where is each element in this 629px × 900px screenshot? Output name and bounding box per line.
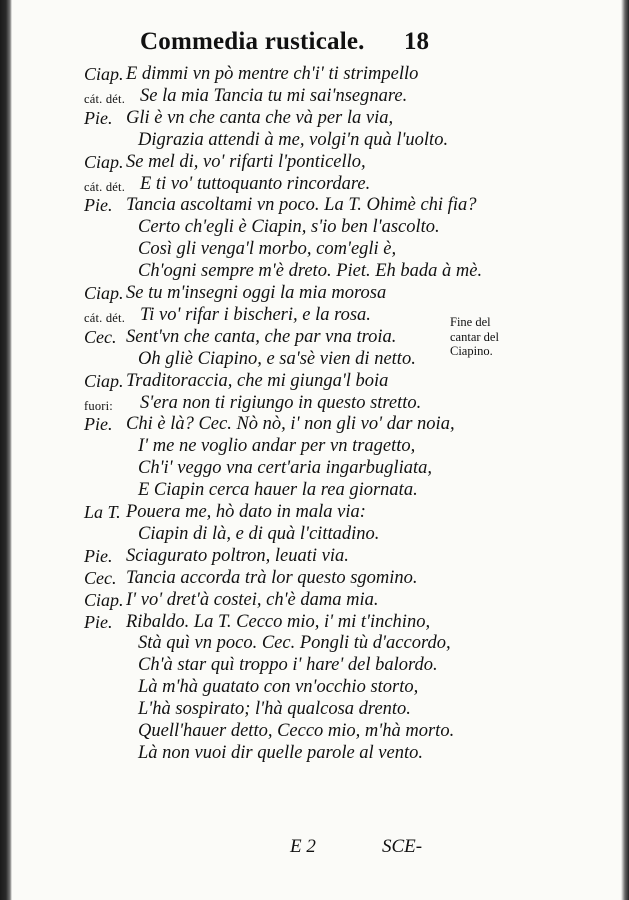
verse-line [0,84,600,108]
verse-line [0,106,600,130]
verse-text: L'hà sospirato; l'hà qualcosa drento. [138,699,411,720]
speaker-label: La T. [84,502,121,522]
verse-line [0,412,600,436]
verse-text: Chi è là? Cec. Nò nò, i' non gli vo' dar noia, [126,414,455,435]
page-edge-right [621,0,629,900]
speaker-label: Ciap. [84,151,124,172]
speaker-label: Cec. [84,326,117,347]
verse-line [0,456,600,480]
verse-text: E Ciapin cerca hauer la rea giornata. [138,480,418,501]
verse-text: Se la mia Tancia tu mi sai'nsegnare. [140,85,408,106]
speaker-label: cát. dét. [84,91,126,106]
verse-text: Ch'i' veggo vna cert'aria ingarbugliata, [138,458,432,479]
verse-line [0,653,600,677]
verse-line [0,215,600,239]
speaker-label: Ciap. [84,283,124,303]
speaker-label: Ciap. [84,64,124,84]
verse-line [0,478,600,502]
speaker-label: Pie. [84,414,113,435]
signature-mark: E 2 [290,836,316,857]
verse-text: Ch'ogni sempre m'è dreto. Piet. Eh bada à mè. [138,261,483,282]
verse-text: Sciagurato poltron, leuati via. [126,545,349,566]
side-note-line: cantar del [450,329,499,344]
verse-text: Ribaldo. La T. Cecco mio, i' mi t'inchino, [126,611,431,632]
catchword: SCE- [382,836,423,857]
verse-line [0,675,600,699]
verse-text: Ti vo' rifar i bischeri, e la rosa. [140,304,371,325]
verse-line [0,719,600,743]
verse-line [0,522,600,546]
verse-line [0,281,600,305]
verse-text: Là m'hà guatato con vn'occhio storto, [138,677,419,698]
verse-line [0,697,600,721]
verse-text: S'era non ti rigiungo in questo stretto. [140,392,422,413]
speaker-label: Pie. [84,611,113,632]
verse-text: Digrazia attendi à me, volgi'n quà l'uolto. [138,129,449,150]
verse-line [0,610,600,634]
verse-text: I' me ne voglio andar per vn tragetto, [138,436,416,457]
verse-text: Pouera me, hò dato in mala via: [126,502,366,522]
verse-text: Oh gliè Ciapino, e sa'sè vien di netto. [138,348,416,369]
speaker-label: Cec. [84,567,117,588]
verse-line [0,391,600,415]
page-number: 18 [404,28,429,55]
side-note-line: Ciapino. [450,344,493,358]
verse-text: Quell'hauer detto, Cecco mio, m'hà morto. [138,721,455,741]
verse-text: Sent'vn che canta, che par vna troia. [126,326,397,347]
verse-text: Se mel di, vo' rifarti l'ponticello, [126,151,366,172]
verse-line [0,369,600,393]
verse-line [0,62,600,86]
verse-line [0,566,600,590]
verse-text: Ch'à star quì troppo i' hare' del balordo. [138,655,438,676]
verse-line [0,259,600,283]
verse-line [0,588,600,612]
verse-text: Così gli venga'l morbo, com'egli è, [138,239,397,260]
verse-line [0,128,600,152]
verse-text: Traditoraccia, che mi giunga'l boia [126,370,389,391]
verse-text: I' vo' dret'à costei, ch'è dama mia. [126,589,379,610]
verse-text: Stà quì vn poco. Cec. Pongli tù d'accordo, [138,633,451,654]
verse-text: Se tu m'insegni oggi la mia morosa [126,283,387,303]
verse-text: E ti vo' tuttoquanto rincordare. [140,173,371,194]
verse-text: Tancia accorda trà lor questo sgomino. [126,567,418,588]
running-title: Commedia rusticale. [140,28,365,55]
verse-line [0,172,600,196]
speaker-label: Ciap. [84,370,124,391]
verse-text: Gli è vn che canta che và per la via, [126,107,394,128]
verse-text: Certo ch'egli è Ciapin, s'io ben l'ascolto. [138,217,440,238]
speaker-label: Pie. [84,107,113,128]
verse-line [0,631,600,655]
verse-line [0,544,600,568]
verse-line [0,434,600,458]
speaker-label: fuori: [84,398,113,413]
verse-text: E dimmi vn pò mentre ch'i' ti strimpello [126,64,419,84]
speaker-label: Pie. [84,195,113,216]
verse-line [0,741,600,765]
speaker-label: Pie. [84,545,113,566]
verse-text: Tancia ascoltami vn poco. La T. Ohimè chi fia? [126,195,477,216]
verse-line [0,237,600,261]
side-note-line: Fine del [450,315,491,329]
verse-line [0,193,600,217]
side-note [450,315,530,359]
verse-text: Là non vuoi dir quelle parole al vento. [138,742,423,763]
verse-line [0,500,600,524]
speaker-label: cát. dét. [84,179,126,194]
speaker-label: cát. dét. [84,310,126,325]
verse-text: Ciapin di là, e di quà l'cittadino. [138,523,380,544]
verse-line [0,150,600,174]
speaker-label: Ciap. [84,589,124,610]
